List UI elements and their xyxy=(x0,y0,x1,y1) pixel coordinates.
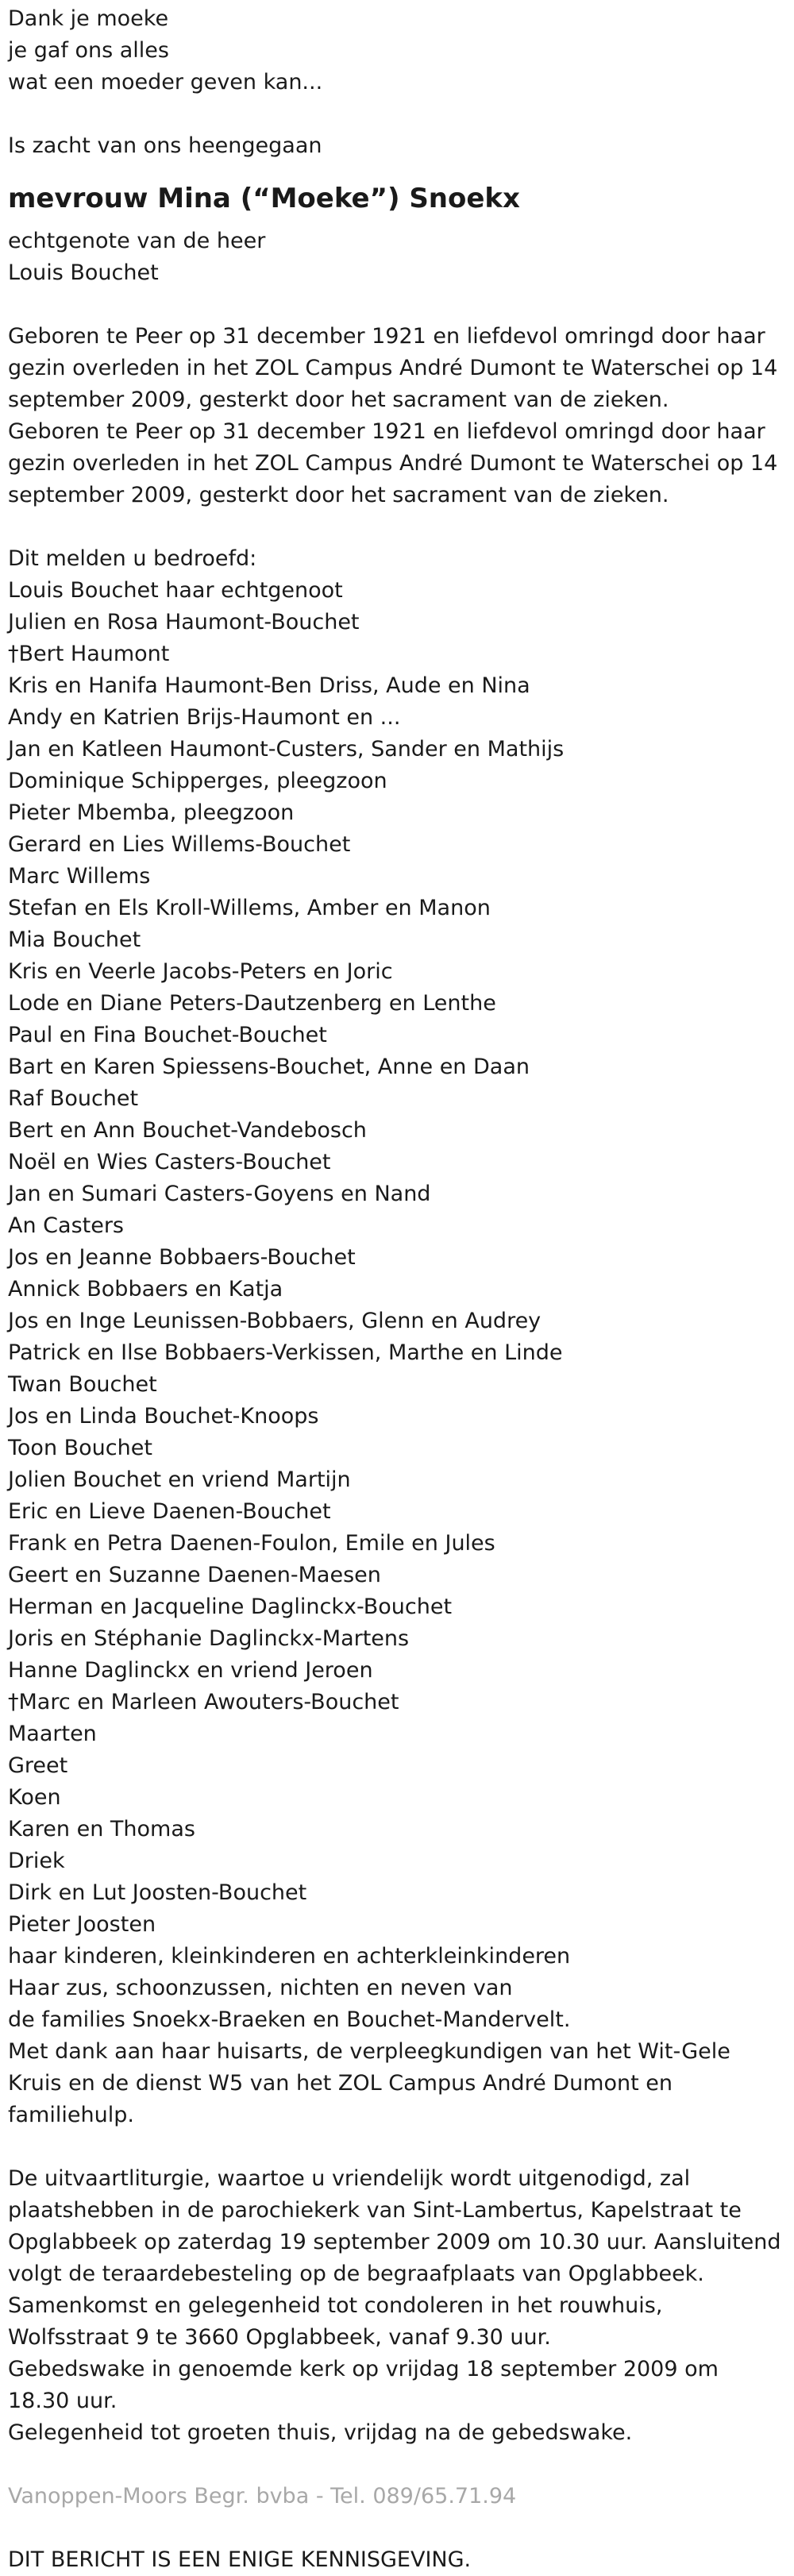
mourners-list xyxy=(8,575,786,2036)
mourner-line: haar kinderen, kleinkinderen en achterkleinkinderen xyxy=(8,1944,571,1969)
intro-line: wat een moeder geven kan... xyxy=(8,70,323,94)
mourner-line: Jos en Inge Leunissen-Bobbaers, Glenn en Audrey xyxy=(8,1309,542,1333)
mourner-line: Jos en Linda Bouchet-Knoops xyxy=(8,1404,319,1429)
undertaker-contact: Vanoppen-Moors Begr. bvba - Tel. 089/65.71.94 xyxy=(8,2484,517,2509)
mourner-line: Mia Bouchet xyxy=(8,927,141,952)
mourner-line: de families Snoekx-Braeken en Bouchet-Mandervelt. xyxy=(8,2007,571,2032)
mourner-line: †Marc en Marleen Awouters-Bouchet xyxy=(8,1690,399,1714)
spouse-intro: echtgenote van de heer xyxy=(8,229,266,253)
condolence-paragraph: Samenkomst en gelegenheid tot condoleren in het rouwhuis, Wolfsstraat 9 te 3660 Opglabbeek, vanaf 9.30 uur. xyxy=(8,2293,663,2350)
mourner-line: Bert en Ann Bouchet-Vandebosch xyxy=(8,1118,367,1143)
spouse-name: Louis Bouchet xyxy=(8,260,159,285)
mourner-line: Frank en Petra Daenen-Foulon, Emile en Jules xyxy=(8,1531,495,1556)
mourner-line: Karen en Thomas xyxy=(8,1817,195,1841)
mourner-line: †Bert Haumont xyxy=(8,642,170,666)
deceased-name: mevrouw Mina (“Moeke”) Snoekx xyxy=(8,183,520,214)
mourner-line: Driek xyxy=(8,1849,65,1873)
greeting-paragraph: Gelegenheid tot groeten thuis, vrijdag na de gebedswake. xyxy=(8,2420,633,2445)
thanks-paragraph: Met dank aan haar huisarts, de verpleegkundigen van het Wit-Gele Kruis en de dienst W5 van het ZOL Campus André Dumont en familiehulp. xyxy=(8,2039,730,2127)
mourner-line: Julien en Rosa Haumont-Bouchet xyxy=(8,610,360,634)
mourner-line: Twan Bouchet xyxy=(8,1372,157,1397)
mourner-line: Toon Bouchet xyxy=(8,1436,152,1460)
mourner-line: Bart en Karen Spiessens-Bouchet, Anne en Daan xyxy=(8,1055,530,1079)
mourner-line: Herman en Jacqueline Daglinckx-Bouchet xyxy=(8,1595,453,1619)
bio-paragraph: Geboren te Peer op 31 december 1921 en liefdevol omringd door haar gezin overleden in het ZOL Campus André Dumont te Waterschei op 14 september 2009, gesterkt door het sacrament van de zieken. xyxy=(8,419,778,507)
mourner-line: Hanne Daglinckx en vriend Jeroen xyxy=(8,1658,373,1683)
mourner-line: Lode en Diane Peters-Dautzenberg en Lenthe xyxy=(8,991,496,1016)
intro-line: je gaf ons alles xyxy=(8,38,169,63)
mourner-line: Stefan en Els Kroll-Willems, Amber en Manon xyxy=(8,896,491,920)
mourner-line: Haar zus, schoonzussen, nichten en neven van xyxy=(8,1976,513,2000)
bio-paragraph: Geboren te Peer op 31 december 1921 en liefdevol omringd door haar gezin overleden in het ZOL Campus André Dumont te Waterschei op 14 september 2009, gesterkt door het sacrament van de zieken. xyxy=(8,324,778,412)
mourner-line: Koen xyxy=(8,1785,61,1810)
mourner-line: Marc Willems xyxy=(8,864,151,889)
mourner-line: Louis Bouchet haar echtgenoot xyxy=(8,578,343,603)
mourner-line: Noël en Wies Casters-Bouchet xyxy=(8,1150,331,1174)
mourner-line: Greet xyxy=(8,1753,68,1778)
funeral-paragraph: De uitvaartliturgie, waartoe u vriendelijk wordt uitgenodigd, zal plaatshebben in de parochiekerk van Sint-Lambertus, Kapelstraat te Opglabbeek op zaterdag 19 september 2009 om 10.30 uur. Aansluitend volgt de teraardebesteling op de begraafplaats van Opglabbeek. xyxy=(8,2166,781,2286)
mourner-line: Pieter Joosten xyxy=(8,1912,156,1937)
intro-line: Dank je moeke xyxy=(8,6,169,31)
mourner-line: Jos en Jeanne Bobbaers-Bouchet xyxy=(8,1245,356,1270)
mourner-line: Jolien Bouchet en vriend Martijn xyxy=(8,1467,351,1492)
mourner-line: Maarten xyxy=(8,1722,97,1746)
mourner-line: Eric en Lieve Daenen-Bouchet xyxy=(8,1499,331,1524)
mourner-line: Patrick en Ilse Bobbaers-Verkissen, Marthe en Linde xyxy=(8,1340,563,1365)
notice-statement: DIT BERICHT IS EEN ENIGE KENNISGEVING. xyxy=(8,2547,472,2572)
mourner-line: Dirk en Lut Joosten-Bouchet xyxy=(8,1880,307,1905)
mourner-line: Geert en Suzanne Daenen-Maesen xyxy=(8,1563,381,1587)
mourner-line: Paul en Fina Bouchet-Bouchet xyxy=(8,1023,327,1047)
mourner-line: Kris en Veerle Jacobs-Peters en Joric xyxy=(8,959,393,984)
mourner-line: Annick Bobbaers en Katja xyxy=(8,1277,283,1301)
announcement: Is zacht van ons heengegaan xyxy=(8,133,322,158)
mourner-line: Dominique Schipperges, pleegzoon xyxy=(8,769,387,793)
mourner-line: An Casters xyxy=(8,1213,124,1238)
mourner-line: Jan en Katleen Haumont-Custers, Sander en Mathijs xyxy=(8,737,565,762)
intro-verse xyxy=(8,3,786,98)
mourner-line: Raf Bouchet xyxy=(8,1086,139,1111)
mourner-line: Joris en Stéphanie Daglinckx-Martens xyxy=(8,1626,410,1651)
mourner-line: Kris en Hanifa Haumont-Ben Driss, Aude en Nina xyxy=(8,673,530,698)
mourners-intro: Dit melden u bedroefd: xyxy=(8,546,257,571)
mourner-line: Pieter Mbemba, pleegzoon xyxy=(8,800,295,825)
mourner-line: Andy en Katrien Brijs-Haumont en ... xyxy=(8,705,401,730)
wake-paragraph: Gebedswake in genoemde kerk op vrijdag 18 september 2009 om 18.30 uur. xyxy=(8,2357,719,2413)
mourner-line: Gerard en Lies Willems-Bouchet xyxy=(8,832,351,857)
mourner-line: Jan en Sumari Casters-Goyens en Nand xyxy=(8,1182,431,1206)
